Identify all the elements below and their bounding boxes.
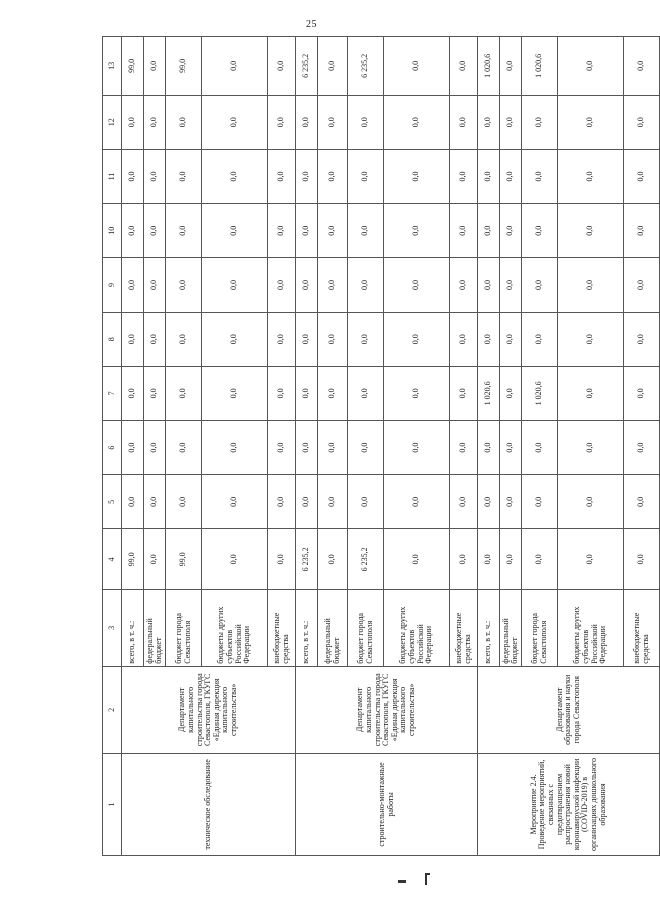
funding-source-cell: федеральный бюджет [318, 590, 348, 667]
header-cell: 5 [103, 475, 122, 529]
value-cell: 0,0 [144, 312, 166, 366]
value-cell: 0,0 [296, 258, 318, 312]
value-cell: 0,0 [500, 204, 522, 258]
value-cell: 0,0 [144, 204, 166, 258]
value-cell: 0,0 [144, 258, 166, 312]
value-cell: 0,0 [522, 312, 558, 366]
value-cell: 0,0 [522, 529, 558, 590]
table-row [296, 37, 318, 856]
value-cell: 0,0 [624, 149, 660, 203]
event-name-cell: строительно-монтажные работы [296, 753, 478, 855]
value-cell: 0,0 [144, 421, 166, 475]
value-cell: 0,0 [624, 312, 660, 366]
value-cell: 0,0 [522, 421, 558, 475]
value-cell: 0,0 [122, 475, 144, 529]
value-cell: 0,0 [348, 149, 384, 203]
table-row [478, 37, 500, 856]
value-cell: 0,0 [166, 204, 202, 258]
value-cell: 0,0 [522, 475, 558, 529]
value-cell: 0,0 [268, 149, 296, 203]
value-cell: 0,0 [144, 366, 166, 420]
value-cell: 0,0 [522, 258, 558, 312]
value-cell: 0,0 [450, 95, 478, 149]
value-cell: 0,0 [268, 529, 296, 590]
value-cell: 0,0 [558, 366, 624, 420]
value-cell: 0,0 [624, 421, 660, 475]
value-cell: 0,0 [296, 95, 318, 149]
value-cell: 0,0 [318, 421, 348, 475]
value-cell: 0,0 [166, 95, 202, 149]
value-cell: 0,0 [500, 37, 522, 96]
value-cell: 0,0 [558, 95, 624, 149]
value-cell: 0,0 [348, 95, 384, 149]
funding-source-cell: внебюджетные средства [624, 590, 660, 667]
value-cell: 0,0 [144, 475, 166, 529]
value-cell: 0,0 [318, 204, 348, 258]
value-cell: 0,0 [624, 37, 660, 96]
value-cell: 0,0 [348, 475, 384, 529]
header-cell: 9 [103, 258, 122, 312]
value-cell: 0,0 [202, 95, 268, 149]
value-cell: 0,0 [296, 475, 318, 529]
value-cell: 0,0 [384, 421, 450, 475]
executor-cell: Департамент капитального строительства города Севастополя, ГКУГС «Единая дирекция капитального строительства» [296, 666, 478, 753]
value-cell: 0,0 [202, 529, 268, 590]
value-cell: 0,0 [450, 37, 478, 96]
value-cell: 0,0 [384, 37, 450, 96]
value-cell: 0,0 [478, 258, 500, 312]
value-cell: 0,0 [500, 95, 522, 149]
value-cell: 0,0 [348, 421, 384, 475]
value-cell: 0,0 [558, 529, 624, 590]
value-cell: 0,0 [122, 312, 144, 366]
header-row [103, 37, 122, 856]
event-name-cell: техническое обследование [122, 753, 296, 855]
value-cell: 0,0 [384, 258, 450, 312]
value-cell: 0,0 [268, 366, 296, 420]
value-cell: 0,0 [318, 529, 348, 590]
value-cell: 0,0 [348, 258, 384, 312]
rotated-table-wrapper [102, 36, 650, 856]
value-cell: 1 020,6 [478, 37, 500, 96]
value-cell: 1 020,6 [478, 366, 500, 420]
value-cell: 0,0 [522, 204, 558, 258]
value-cell: 1 020,6 [522, 366, 558, 420]
budget-table [102, 36, 660, 856]
value-cell: 0,0 [268, 37, 296, 96]
value-cell: 0,0 [166, 258, 202, 312]
value-cell: 6 235,2 [296, 37, 318, 96]
value-cell: 0,0 [122, 204, 144, 258]
value-cell: 0,0 [268, 421, 296, 475]
value-cell: 0,0 [166, 149, 202, 203]
value-cell: 0,0 [500, 529, 522, 590]
header-cell: 11 [103, 149, 122, 203]
value-cell: 0,0 [166, 421, 202, 475]
value-cell: 0,0 [478, 475, 500, 529]
value-cell: 0,0 [624, 204, 660, 258]
header-cell: 7 [103, 366, 122, 420]
funding-source-cell: внебюджетные средства [268, 590, 296, 667]
header-cell: 13 [103, 37, 122, 96]
value-cell: 0,0 [202, 366, 268, 420]
value-cell: 0,0 [384, 312, 450, 366]
value-cell: 0,0 [450, 366, 478, 420]
executor-cell: Департамент капитального строительства города Севастополя, ГКУГС «Единая дирекция капитального строительства» [122, 666, 296, 753]
value-cell: 0,0 [144, 529, 166, 590]
value-cell: 0,0 [450, 149, 478, 203]
value-cell: 0,0 [500, 475, 522, 529]
value-cell: 0,0 [348, 204, 384, 258]
value-cell: 0,0 [318, 149, 348, 203]
value-cell: 0,0 [450, 529, 478, 590]
value-cell: 0,0 [144, 37, 166, 96]
value-cell: 0,0 [166, 475, 202, 529]
value-cell: 0,0 [296, 312, 318, 366]
value-cell: 0,0 [522, 149, 558, 203]
funding-source-cell: бюджет города Севастополя [166, 590, 202, 667]
value-cell: 0,0 [122, 421, 144, 475]
page-number: 25 [306, 19, 317, 30]
scan-mark [398, 880, 406, 883]
header-cell: 3 [103, 590, 122, 667]
value-cell: 0,0 [558, 204, 624, 258]
value-cell: 6 235,2 [296, 529, 318, 590]
value-cell: 0,0 [558, 421, 624, 475]
funding-source-cell: бюджеты других субъектов Российской Федерации [558, 590, 624, 667]
value-cell: 0,0 [384, 475, 450, 529]
value-cell: 0,0 [122, 95, 144, 149]
value-cell: 0,0 [384, 529, 450, 590]
value-cell: 0,0 [558, 258, 624, 312]
value-cell: 0,0 [348, 312, 384, 366]
value-cell: 0,0 [624, 95, 660, 149]
funding-source-cell: бюджет города Севастополя [522, 590, 558, 667]
header-cell: 10 [103, 204, 122, 258]
value-cell: 0,0 [268, 258, 296, 312]
value-cell: 0,0 [122, 149, 144, 203]
value-cell: 0,0 [558, 475, 624, 529]
header-cell: 8 [103, 312, 122, 366]
funding-source-cell: всего, в т. ч.: [122, 590, 144, 667]
value-cell: 0,0 [624, 475, 660, 529]
value-cell: 0,0 [318, 37, 348, 96]
value-cell: 0,0 [318, 366, 348, 420]
value-cell: 0,0 [500, 366, 522, 420]
funding-source-cell: бюджет города Севастополя [348, 590, 384, 667]
header-cell: 1 [103, 753, 122, 855]
header-cell: 6 [103, 421, 122, 475]
value-cell: 0,0 [558, 37, 624, 96]
value-cell: 0,0 [318, 475, 348, 529]
table-body [103, 37, 660, 856]
value-cell: 6 235,2 [348, 37, 384, 96]
funding-source-cell: федеральный бюджет [144, 590, 166, 667]
value-cell: 0,0 [144, 149, 166, 203]
value-cell: 0,0 [296, 149, 318, 203]
value-cell: 0,0 [450, 421, 478, 475]
value-cell: 0,0 [384, 95, 450, 149]
value-cell: 0,0 [166, 366, 202, 420]
value-cell: 0,0 [268, 475, 296, 529]
funding-source-cell: бюджеты других субъектов Российской Федерации [202, 590, 268, 667]
value-cell: 0,0 [202, 421, 268, 475]
funding-source-cell: внебюджетные средства [450, 590, 478, 667]
value-cell: 0,0 [202, 204, 268, 258]
value-cell: 0,0 [202, 475, 268, 529]
value-cell: 0,0 [624, 258, 660, 312]
funding-source-cell: всего, в т. ч.: [478, 590, 500, 667]
value-cell: 0,0 [384, 204, 450, 258]
value-cell: 0,0 [318, 95, 348, 149]
value-cell: 0,0 [624, 366, 660, 420]
value-cell: 0,0 [500, 421, 522, 475]
header-cell: 4 [103, 529, 122, 590]
value-cell: 0,0 [268, 204, 296, 258]
value-cell: 0,0 [296, 421, 318, 475]
value-cell: 0,0 [450, 204, 478, 258]
value-cell: 0,0 [624, 529, 660, 590]
value-cell: 0,0 [202, 312, 268, 366]
value-cell: 0,0 [296, 366, 318, 420]
value-cell: 0,0 [384, 149, 450, 203]
value-cell: 0,0 [202, 149, 268, 203]
event-name-cell: Мероприятие 2.4. Проведение мероприятий, связанных с предотвращением распространения новой коронавирусной инфекции (COVID-2019) в организациях дошкольного образования [478, 753, 660, 855]
value-cell: 0,0 [500, 149, 522, 203]
value-cell: 0,0 [478, 529, 500, 590]
value-cell: 0,0 [318, 258, 348, 312]
value-cell: 99,0 [166, 529, 202, 590]
value-cell: 0,0 [122, 366, 144, 420]
value-cell: 0,0 [202, 258, 268, 312]
value-cell: 0,0 [478, 149, 500, 203]
value-cell: 0,0 [384, 366, 450, 420]
value-cell: 0,0 [478, 421, 500, 475]
value-cell: 0,0 [296, 204, 318, 258]
value-cell: 0,0 [500, 258, 522, 312]
funding-source-cell: всего, в т. ч.: [296, 590, 318, 667]
header-cell: 12 [103, 95, 122, 149]
value-cell: 0,0 [202, 37, 268, 96]
value-cell: 0,0 [500, 312, 522, 366]
value-cell: 0,0 [450, 475, 478, 529]
value-cell: 0,0 [450, 312, 478, 366]
funding-source-cell: федеральный бюджет [500, 590, 522, 667]
funding-source-cell: бюджеты других субъектов Российской Федерации [384, 590, 450, 667]
value-cell: 0,0 [268, 95, 296, 149]
value-cell: 0,0 [478, 312, 500, 366]
value-cell: 0,0 [450, 258, 478, 312]
value-cell: 0,0 [478, 204, 500, 258]
value-cell: 0,0 [478, 95, 500, 149]
header-cell: 2 [103, 666, 122, 753]
value-cell: 0,0 [558, 312, 624, 366]
executor-cell: Департамент образования и науки города Севастополя [478, 666, 660, 753]
value-cell: 99,0 [122, 529, 144, 590]
value-cell: 99,0 [166, 37, 202, 96]
value-cell: 0,0 [318, 312, 348, 366]
scan-mark [425, 873, 427, 885]
value-cell: 0,0 [268, 312, 296, 366]
value-cell: 0,0 [558, 149, 624, 203]
value-cell: 0,0 [522, 95, 558, 149]
value-cell: 99,0 [122, 37, 144, 96]
value-cell: 6 235,2 [348, 529, 384, 590]
value-cell: 0,0 [348, 366, 384, 420]
value-cell: 1 020,6 [522, 37, 558, 96]
table-row [122, 37, 144, 856]
value-cell: 0,0 [144, 95, 166, 149]
value-cell: 0,0 [166, 312, 202, 366]
value-cell: 0,0 [122, 258, 144, 312]
